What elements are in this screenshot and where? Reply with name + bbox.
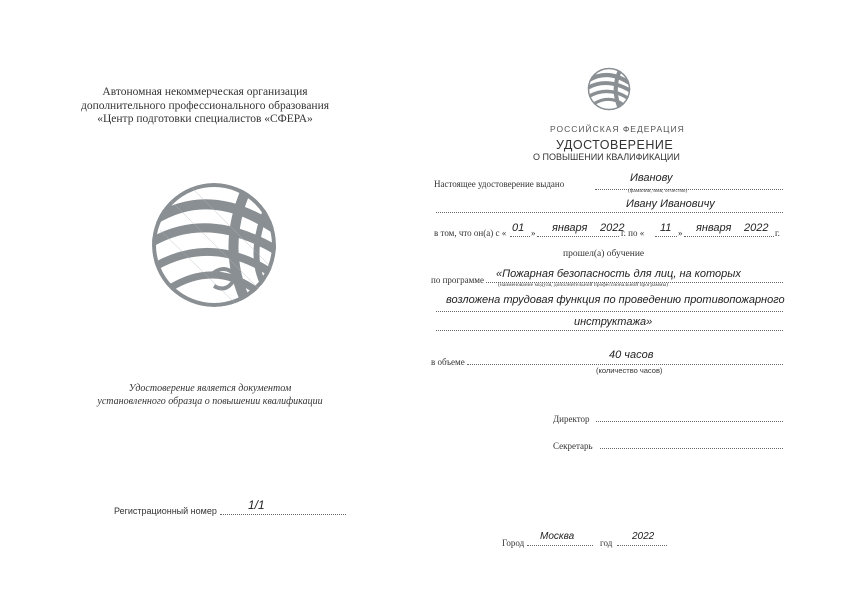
- end-month-value: января: [696, 222, 732, 234]
- secretary-label: Секретарь: [553, 441, 593, 451]
- start-month-year-line: [537, 236, 619, 237]
- note-line-1: Удостоверение является документом: [128, 383, 292, 394]
- registration-number-label: Регистрационный номер: [114, 506, 217, 516]
- start-day-value: 01: [512, 222, 525, 234]
- start-day-line: [510, 236, 530, 237]
- end-year-value: 2022: [744, 222, 769, 234]
- document-status-note: [60, 382, 360, 408]
- program-line-3: [436, 330, 783, 331]
- issued-to-label: Настоящее удостоверение выдано: [434, 179, 565, 189]
- director-signature-line: [596, 421, 783, 422]
- program-text-1: «Пожарная безопасность для лиц, на которых: [496, 268, 741, 280]
- hours-hint: (количество часов): [596, 366, 663, 375]
- sphere-logo-icon: [150, 180, 278, 310]
- given-names-line: [436, 212, 783, 213]
- end-month-year-line: [684, 236, 774, 237]
- volume-label: в объеме: [431, 357, 465, 367]
- org-line-2: дополнительного профессионального образования: [80, 99, 330, 112]
- certificate-subtitle: О ПОВЫШЕНИИ КВАЛИФИКАЦИИ: [533, 152, 680, 162]
- period-to-label: г. по «: [621, 228, 645, 238]
- org-line-3: «Центр подготовки специалистов «СФЕРА»: [97, 113, 313, 125]
- program-label: по программе: [431, 275, 484, 285]
- period-quote-1: »: [531, 228, 536, 238]
- start-year-value: 2022: [600, 222, 625, 234]
- program-text-3: инструктажа»: [574, 316, 653, 328]
- certificate-title: УДОСТОВЕРЕНИЕ: [556, 138, 674, 152]
- period-quote-2: »: [678, 228, 683, 238]
- city-value: Москва: [540, 531, 575, 542]
- note-line-2: установленного образца о повышении квалификации: [97, 396, 323, 407]
- sphere-logo-small-icon: [587, 66, 631, 112]
- completed-training-label: прошел(а) обучение: [563, 249, 645, 259]
- registration-number-value: 1/1: [248, 498, 265, 512]
- name-hint: (фамилия, имя, отчество): [628, 188, 688, 194]
- year-line: [617, 545, 667, 546]
- year-value: 2022: [632, 531, 655, 542]
- org-line-1: Автономная некоммерческая организация: [102, 86, 308, 98]
- given-names-value: Ивану Ивановичу: [626, 198, 715, 210]
- period-prefix: в том, что он(а) с «: [434, 228, 507, 238]
- start-month-value: января: [552, 222, 588, 234]
- city-line: [527, 545, 593, 546]
- end-day-value: 11: [660, 222, 672, 234]
- program-line-2: [436, 311, 783, 312]
- program-text-2: возложена трудовая функция по проведению противопожарного: [446, 294, 785, 306]
- secretary-signature-line: [600, 448, 783, 449]
- period-year-suffix: г.: [775, 228, 780, 238]
- end-day-line: [655, 236, 677, 237]
- country-name: РОССИЙСКАЯ ФЕДЕРАЦИЯ: [550, 124, 685, 134]
- city-label: Город: [502, 538, 525, 548]
- organization-name: [40, 86, 370, 127]
- director-label: Директор: [553, 414, 590, 424]
- hours-line: [467, 364, 783, 365]
- surname-value: Иванову: [630, 172, 673, 184]
- surname-line: [595, 189, 783, 190]
- registration-number-line: [220, 514, 346, 515]
- hours-value: 40 часов: [609, 349, 654, 361]
- year-label: год: [600, 538, 613, 548]
- program-hint: (наименование модуля, дополнительной профессиональной программы): [498, 282, 668, 288]
